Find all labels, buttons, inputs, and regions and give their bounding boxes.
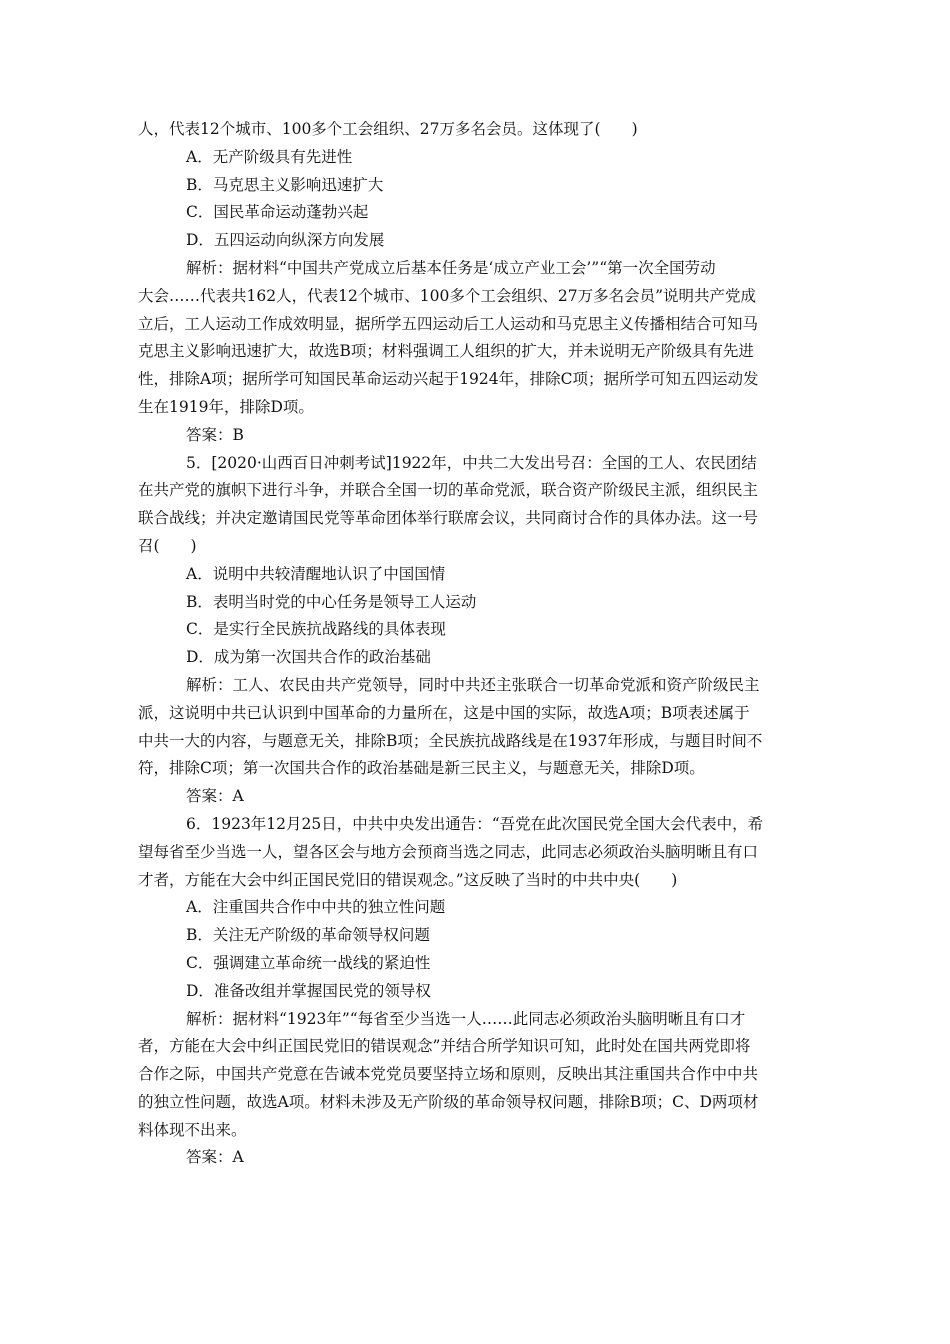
analysis-line: 性，排除A项；据所学可知国民革命运动兴起于1924年，排除C项；据所学可知五四运动发 [138,370,759,389]
analysis-line: 克思主义影响迅速扩大，故选B项；材料强调工人组织的扩大，并未说明无产阶级具有先进 [138,342,754,361]
analysis-line: 解析：据材料“中国共产党成立后基本任务是‘成立产业工会’”“第一次全国劳动 [186,258,716,277]
question-stem-line: 联合战线；并决定邀请国民党等革命团体举行联席会议，共同商讨合作的具体办法。这一号 [138,509,759,528]
option-d: D．五四运动向纵深方向发展 [186,231,385,250]
question-stem-line: 才者，方能在大会中纠正国民党旧的错误观念。”这反映了当时的中共中央( ) [138,870,678,889]
question-stem-line: 人，代表12个城市、100多个工会组织、27万多名会员。这体现了( ) [138,120,638,138]
analysis-line: 中共一大的内容，与题意无关，排除B项；全民族抗战路线是在1937年形成，与题目时间不 [138,731,763,750]
analysis-line: 合作之际，中国共产党意在告诫本党党员要坚持立场和原则，反映出其注重国共合作中中共 [138,1065,759,1084]
option-c: C．是实行全民族抗战路线的具体表现 [186,620,446,639]
option-a: A．说明中共较清醒地认识了中国国情 [186,564,446,583]
option-c: C．强调建立革命统一战线的紧迫性 [186,953,431,972]
option-a: A．注重国共合作中中共的独立性问题 [186,898,446,917]
question-6 [138,811,818,1172]
analysis-line: 解析：据材料“1923年”“每省至少当选一人……此同志必须政治头脑明晰且有口才 [186,1009,746,1028]
analysis-line: 符，排除C项；第一次国共合作的政治基础是新三民主义，与题意无关，排除D项。 [138,759,705,778]
question-stem-line: 6．1923年12月25日，中共中央发出通告：“吾党在此次国民党全国大会代表中，希 [186,814,764,833]
answer-line: 答案：A [186,787,244,806]
question-stem-line: 召( ) [138,536,197,555]
analysis-line: 大会……代表共162人，代表12个城市、100多个工会组织、27万多名会员”说明共产党成 [138,286,757,305]
analysis-line: 的独立性问题，故选A项。材料未涉及无产阶级的革命领导权问题，排除B项；C、D两项材 [138,1092,759,1111]
analysis-line: 生在1919年，排除D项。 [138,397,314,416]
answer-line: 答案：B [186,425,244,444]
analysis-line: 料体现不出来。 [138,1120,247,1139]
option-a: A．无产阶级具有先进性 [186,147,353,166]
option-d: D．准备改组并掌握国民党的领导权 [186,981,431,1000]
question-4 [138,116,818,450]
option-d: D．成为第一次国共合作的政治基础 [186,648,431,667]
question-5 [138,450,818,811]
analysis-line: 解析：工人、农民由共产党领导，同时中共还主张联合一切革命党派和资产阶级民主 [186,675,760,694]
analysis-line: 者，方能在大会中纠正国民党旧的错误观念”并结合所学知识可知，此时处在国共两党即将 [138,1037,751,1056]
question-stem-line: 5．[2020·山西百日冲刺考试]1922年，中共二大发出号召：全国的工人、农民团结 [186,453,757,472]
question-stem-line: 望每省至少当选一人，望各区会与地方会预商当选之同志，此同志必须政治头脑明晰且有口 [138,842,759,861]
answer-line: 答案：A [186,1148,244,1167]
option-b: B．马克思主义影响迅速扩大 [186,175,384,194]
option-b: B．表明当时党的中心任务是领导工人运动 [186,592,477,611]
analysis-line: 派，这说明中共已认识到中国革命的力量所在，这是中国的实际，故选A项；B项表述属于 [138,703,750,722]
question-stem-line: 在共产党的旗帜下进行斗争，并联合全国一切的革命党派，联合资产阶级民主派，组织民主 [138,481,759,500]
document-page [138,116,818,1172]
option-c: C．国民革命运动蓬勃兴起 [186,203,369,222]
analysis-line: 立后，工人运动工作成效明显，据所学五四运动后工人运动和马克思主义传播相结合可知马 [138,314,759,333]
option-b: B．关注无产阶级的革命领导权问题 [186,926,430,945]
